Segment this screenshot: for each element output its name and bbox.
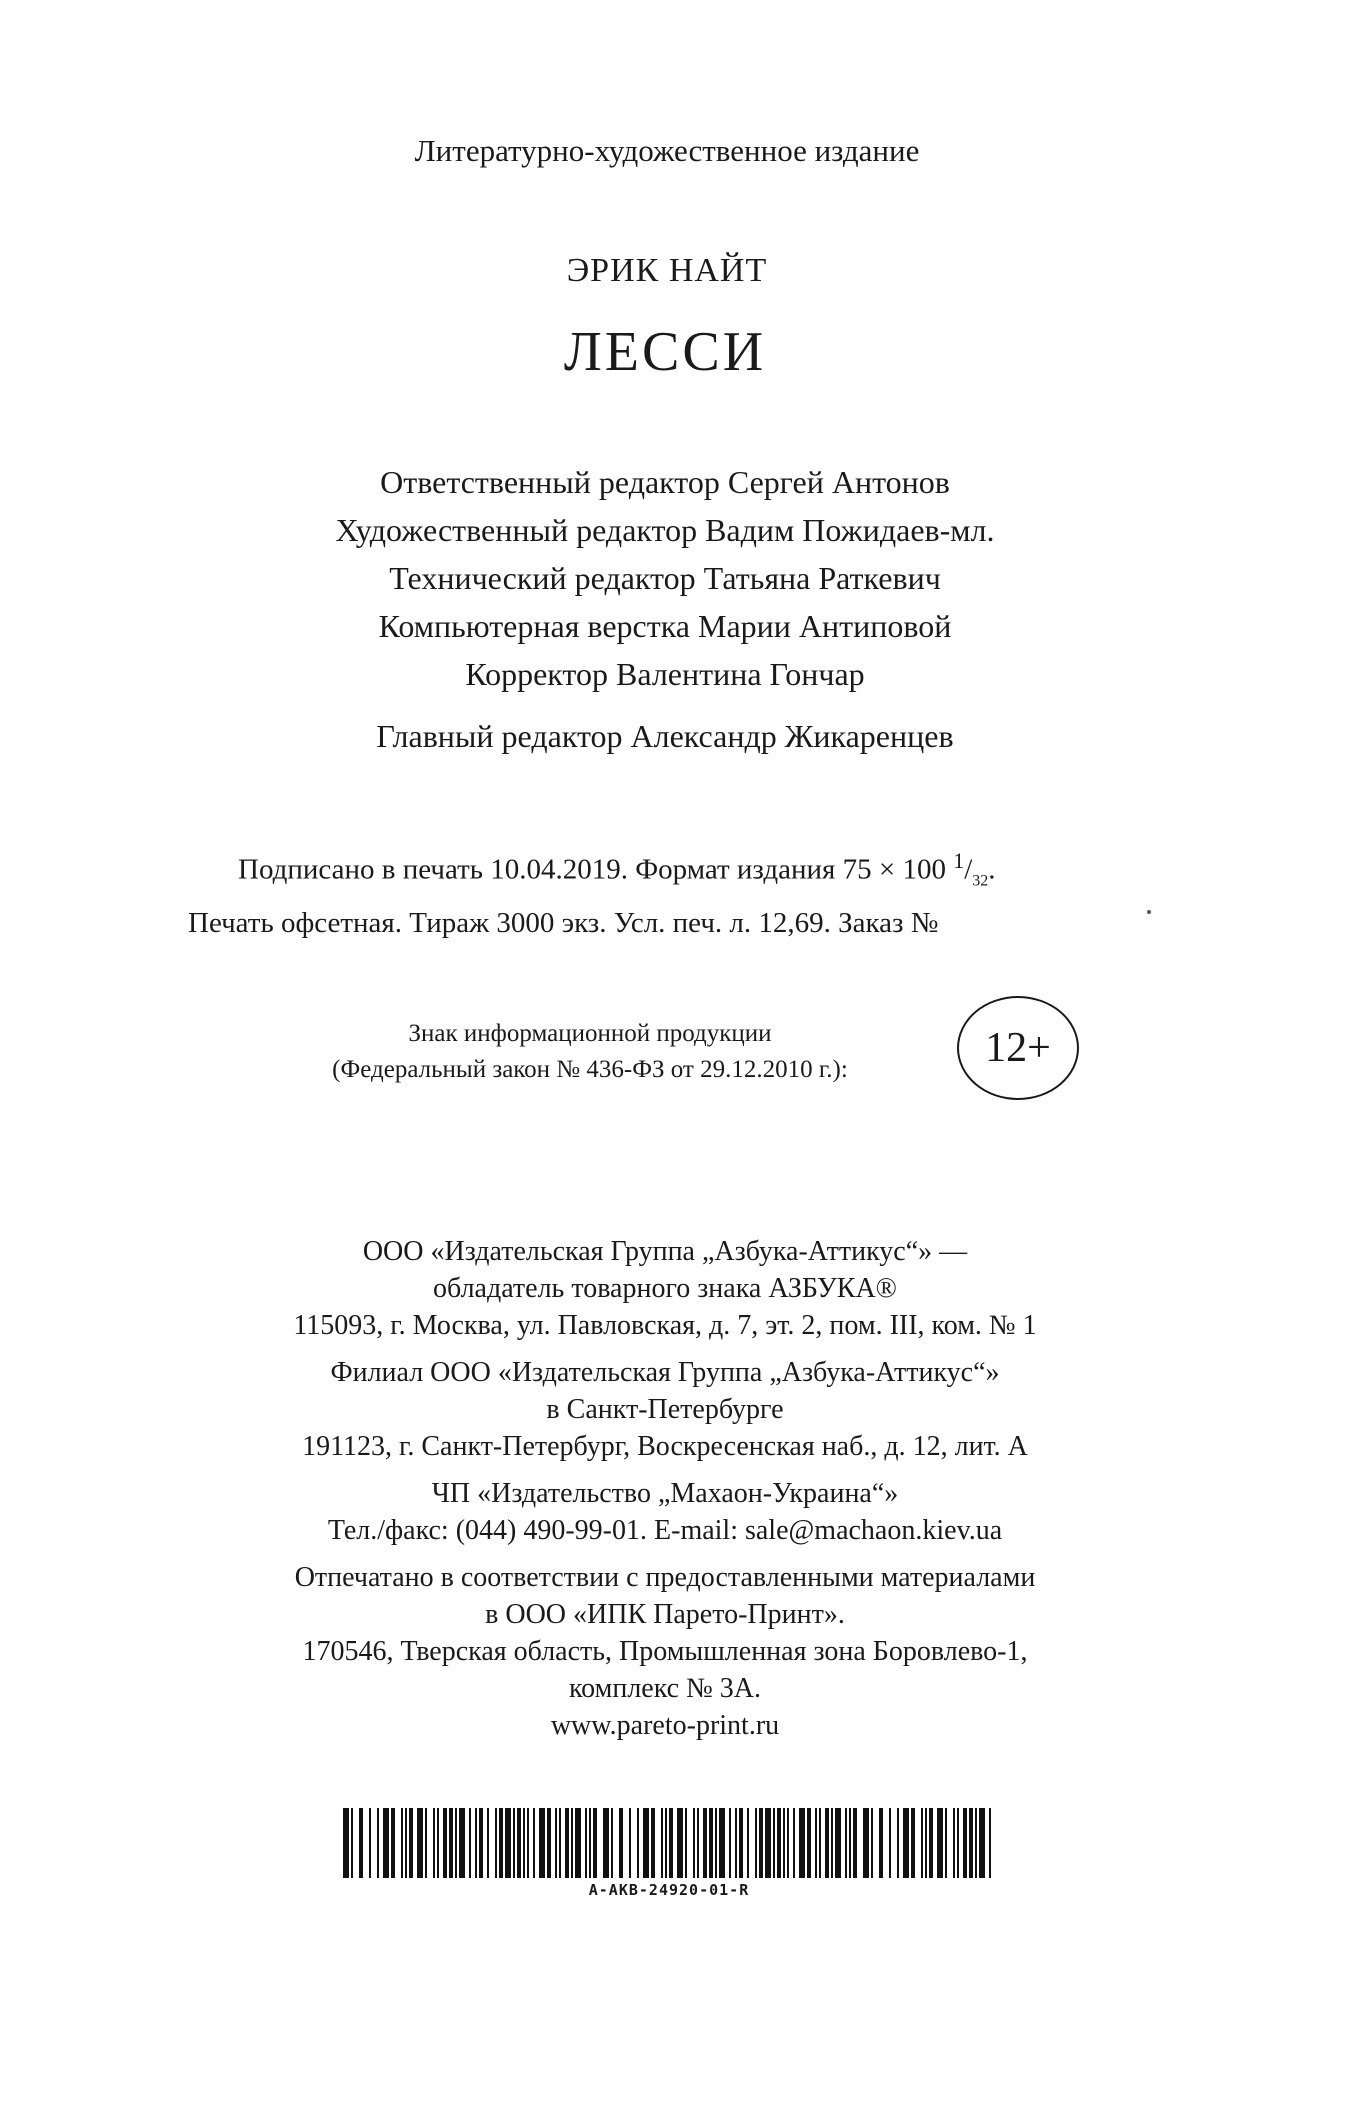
barcode-bar xyxy=(651,1808,655,1878)
printer-line: Отпечатано в соответствии с предоставленными материалами xyxy=(294,1562,1036,1593)
barcode-bar xyxy=(343,1808,349,1878)
barcode-bar xyxy=(845,1808,847,1878)
barcode-bar xyxy=(593,1808,597,1878)
barcode-bar xyxy=(853,1808,857,1878)
barcode-bar xyxy=(879,1808,883,1878)
barcode-bar xyxy=(629,1808,631,1878)
print-info-text: Подписано в печать 10.04.2019. Формат издания 75 × 100 xyxy=(238,853,954,886)
barcode-bar xyxy=(759,1808,763,1878)
credit-managing-editor: Ответственный редактор Сергей Антонов xyxy=(380,464,950,500)
barcode xyxy=(343,1808,995,1878)
barcode-bar xyxy=(815,1808,817,1878)
barcode-bar xyxy=(863,1808,869,1878)
barcode-bar xyxy=(693,1808,695,1878)
barcode-bar xyxy=(989,1808,991,1878)
credit-proofreader: Корректор Валентина Гончар xyxy=(465,656,865,692)
barcode-bar xyxy=(469,1808,471,1878)
barcode-bar xyxy=(849,1808,851,1878)
barcode-bar xyxy=(505,1808,511,1878)
barcode-bar xyxy=(831,1808,833,1878)
barcode-bar xyxy=(443,1808,447,1878)
barcode-bar xyxy=(739,1808,743,1878)
printer-address: комплекс № 3А. xyxy=(568,1673,762,1704)
barcode-bar xyxy=(825,1808,829,1878)
print-info-line-2: Печать офсетная. Тираж 3000 экз. Усл. печ. л. 12,69. Заказ № xyxy=(188,907,939,940)
barcode-bar xyxy=(475,1808,477,1878)
barcode-bar xyxy=(889,1808,891,1878)
barcode-bar xyxy=(643,1808,649,1878)
printer-website: www.pareto-print.ru xyxy=(550,1710,780,1741)
barcode-bar xyxy=(513,1808,515,1878)
credit-technical-editor: Технический редактор Татьяна Раткевич xyxy=(389,560,941,596)
barcode-bar xyxy=(921,1808,923,1878)
stray-dot xyxy=(1147,910,1151,914)
format-fraction-denominator: 32 xyxy=(972,872,989,890)
barcode-bar xyxy=(703,1808,707,1878)
barcode-bar xyxy=(903,1808,909,1878)
barcode-bar xyxy=(911,1808,915,1878)
barcode-bar xyxy=(963,1808,967,1878)
barcode-bar xyxy=(409,1808,413,1878)
barcode-bar xyxy=(929,1808,933,1878)
barcode-bar xyxy=(787,1808,789,1878)
barcode-bar xyxy=(709,1808,713,1878)
barcode-bar xyxy=(405,1808,407,1878)
barcode-bar xyxy=(523,1808,525,1878)
publisher-block xyxy=(0,1233,1344,1744)
barcode-bar xyxy=(559,1808,561,1878)
barcode-bar xyxy=(835,1808,841,1878)
print-info-line-1: Подписано в печать 10.04.2019. Формат издания 75 × 100 $^1/_{32}$. xyxy=(238,848,996,890)
barcode-bar xyxy=(969,1808,973,1878)
barcode-bar xyxy=(807,1808,811,1878)
barcode-bar xyxy=(351,1808,353,1878)
branch-line: Филиал ООО «Издательская Группа „Азбука-Аттикус“» xyxy=(330,1357,1000,1388)
barcode-bar xyxy=(945,1808,947,1878)
barcode-bar xyxy=(383,1808,389,1878)
barcode-bar xyxy=(773,1808,775,1878)
branch-address: 191123, г. Санкт-Петербург, Воскресенская наб., д. 12, лит. А xyxy=(302,1431,1028,1462)
credit-layout: Компьютерная верстка Марии Антиповой xyxy=(378,608,952,644)
barcode-bar xyxy=(391,1808,395,1878)
barcode-bar xyxy=(603,1808,609,1878)
barcode-bar xyxy=(979,1808,985,1878)
barcode-bar xyxy=(499,1808,503,1878)
barcode-bar xyxy=(479,1808,483,1878)
barcode-bar xyxy=(589,1808,591,1878)
barcode-bar xyxy=(747,1808,749,1878)
credit-chief-editor: Главный редактор Александр Жикаренцев xyxy=(376,718,954,754)
info-product-sign xyxy=(260,1016,920,1088)
barcode-bar xyxy=(449,1808,453,1878)
barcode-bar xyxy=(871,1808,873,1878)
barcode-bar xyxy=(369,1808,371,1878)
barcode-bar xyxy=(765,1808,771,1878)
barcode-bar xyxy=(495,1808,497,1878)
barcode-bar xyxy=(925,1808,927,1878)
barcode-bar xyxy=(527,1808,529,1878)
barcode-bar xyxy=(575,1808,581,1878)
barcode-bar xyxy=(487,1808,489,1878)
barcode-bar xyxy=(719,1808,725,1878)
barcode-bar xyxy=(799,1808,805,1878)
barcode-bar xyxy=(533,1808,535,1878)
book-title: ЛЕССИ xyxy=(563,321,767,383)
barcode-bar xyxy=(539,1808,545,1878)
barcode-bar xyxy=(715,1808,717,1878)
barcode-bar xyxy=(819,1808,821,1878)
barcode-bar xyxy=(735,1808,737,1878)
barcode-bar xyxy=(425,1808,427,1878)
barcode-bar xyxy=(377,1808,379,1878)
barcode-bar xyxy=(359,1808,363,1878)
barcode-bar xyxy=(897,1808,899,1878)
barcode-bar xyxy=(661,1808,663,1878)
barcode-bar xyxy=(571,1808,573,1878)
barcode-bar xyxy=(755,1808,757,1878)
barcode-number: A-AKB-24920-01-R xyxy=(588,1881,750,1899)
printer-address: 170546, Тверская область, Промышленная зона Боровлево-1, xyxy=(302,1636,1028,1667)
barcode-bar xyxy=(547,1808,551,1878)
barcode-bar xyxy=(729,1808,731,1878)
barcode-bar xyxy=(783,1808,785,1878)
credits-block xyxy=(0,458,1344,760)
credit-art-editor: Художественный редактор Вадим Пожидаев-мл. xyxy=(335,512,995,548)
barcode-bar xyxy=(437,1808,439,1878)
barcode-bar xyxy=(793,1808,795,1878)
publisher-line: ООО «Издательская Группа „Азбука-Аттикус“» — xyxy=(362,1236,968,1267)
edition-type: Литературно-художественное издание xyxy=(414,133,920,168)
ukraine-publisher: ЧП «Издательство „Махаон-Украина“» xyxy=(431,1478,899,1509)
barcode-bar xyxy=(517,1808,521,1878)
barcode-bar xyxy=(455,1808,457,1878)
barcode-bar xyxy=(777,1808,781,1878)
barcode-bar xyxy=(957,1808,959,1878)
barcode-bar xyxy=(459,1808,465,1878)
ukraine-contacts: Тел./факс: (044) 490-99-01. E-mail: sale@machaon.kiev.ua xyxy=(327,1515,1003,1546)
barcode-bar xyxy=(665,1808,667,1878)
barcode-bar xyxy=(585,1808,587,1878)
barcode-bar xyxy=(555,1808,557,1878)
branch-line: в Санкт-Петербурге xyxy=(546,1394,784,1425)
barcode-bar xyxy=(433,1808,435,1878)
publisher-line: обладатель товарного знака АЗБУКА® xyxy=(433,1273,897,1304)
barcode-bar xyxy=(417,1808,423,1878)
barcode-bar xyxy=(669,1808,673,1878)
barcode-bar xyxy=(401,1808,403,1878)
publisher-address: 115093, г. Москва, ул. Павловская, д. 7, эт. 2, пом. III, ком. № 1 xyxy=(293,1310,1037,1341)
barcode-bar xyxy=(697,1808,699,1878)
barcode-bar xyxy=(611,1808,613,1878)
format-fraction-numerator: 1 xyxy=(953,848,965,873)
barcode-bar xyxy=(975,1808,977,1878)
printer-line: в ООО «ИПК Парето-Принт». xyxy=(485,1599,845,1630)
author-name: ЭРИК НАЙТ xyxy=(566,252,768,289)
barcode-bar xyxy=(565,1808,569,1878)
age-rating-badge: 12+ xyxy=(957,996,1079,1100)
barcode-bar xyxy=(937,1808,943,1878)
info-sign-line-2: (Федеральный закон № 436-ФЗ от 29.12.2010 г.): xyxy=(332,1056,848,1083)
barcode-bar xyxy=(677,1808,683,1878)
barcode-bar xyxy=(953,1808,955,1878)
info-sign-line-1: Знак информационной продукции xyxy=(408,1020,772,1047)
barcode-bar xyxy=(685,1808,687,1878)
barcode-bar xyxy=(619,1808,623,1878)
barcode-bar xyxy=(637,1808,639,1878)
print-info-block xyxy=(0,840,1358,944)
